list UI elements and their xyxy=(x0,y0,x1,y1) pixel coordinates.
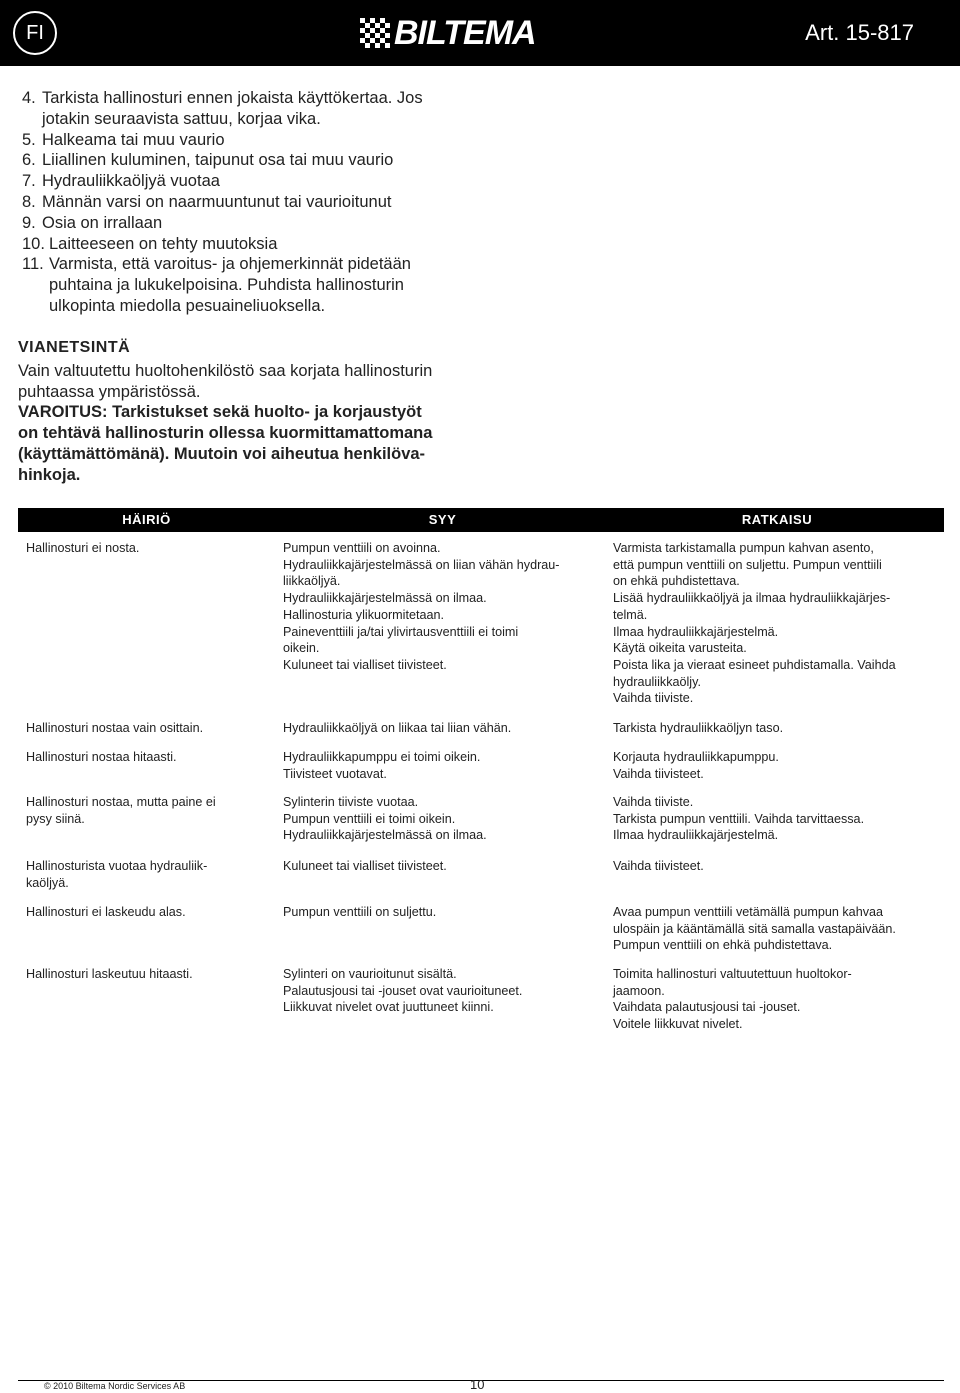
solution-cell-line: että pumpun venttiili on suljettu. Pumpun venttiili xyxy=(613,557,882,572)
cause-cell-line: Sylinterin tiiviste vuotaa. xyxy=(283,795,419,809)
table-row xyxy=(18,540,944,707)
list-text-line: Halkeama tai muu vaurio xyxy=(42,130,225,149)
cause-cell-line: Hallinosturia ylikuormitetaan. xyxy=(283,607,444,622)
cause-cell-line: Palautusjousi tai -jouset ovat vaurioituneet. xyxy=(283,983,523,998)
fault-cell xyxy=(18,858,275,891)
column-header-fault: HÄIRIÖ xyxy=(122,511,171,527)
solution-cell-line: Poista lika ja vieraat esineet puhdistamalla. Vaihda xyxy=(613,657,896,672)
cause-cell xyxy=(275,904,605,954)
cause-cell xyxy=(275,749,605,782)
fault-cell-line: pysy siinä. xyxy=(26,811,85,826)
list-text-line: jotakin seuraavista sattuu, korjaa vika. xyxy=(42,109,321,128)
list-number: 9. xyxy=(22,213,36,232)
list-text-line: Tarkista hallinosturi ennen jokaista käyttökertaa. Jos xyxy=(42,89,423,107)
list-text-line: Männän varsi on naarmuuntunut tai vaurioitunut xyxy=(42,192,392,211)
list-text-line: Varmista, että varoitus- ja ohjemerkinnät pidetään xyxy=(49,255,411,274)
list-number: 6. xyxy=(22,151,36,170)
table-row xyxy=(18,966,944,1033)
cause-cell xyxy=(275,540,605,707)
solution-cell xyxy=(605,904,944,954)
intro-line: Vain valtuutettu huoltohenkilöstö saa korjata hallinosturin xyxy=(18,361,433,380)
section-heading: VIANETSINTÄ xyxy=(18,339,131,356)
solution-cell-line: Tarkista hydrauliikkaöljyn taso. xyxy=(613,721,784,735)
list-item xyxy=(22,213,482,234)
list-text xyxy=(49,254,482,316)
solution-cell xyxy=(605,794,944,844)
table-row xyxy=(18,720,944,737)
list-text xyxy=(42,213,482,234)
solution-cell-line: ulospäin ja kääntämällä sitä samalla vastapäivään. xyxy=(613,921,896,936)
cause-cell-line: Liikkuvat nivelet ovat juuttuneet kiinni. xyxy=(283,1000,494,1015)
troubleshooting-table xyxy=(18,508,944,1032)
list-text-line: puhtaina ja lukukelpoisina. Puhdista hallinosturin xyxy=(49,276,404,295)
fault-cell-line: Hallinosturi ei laskeudu alas. xyxy=(26,905,186,919)
solution-cell xyxy=(605,540,944,707)
solution-cell-line: Korjauta hydrauliikkapumppu. xyxy=(613,750,779,764)
list-text xyxy=(49,234,482,255)
table-row xyxy=(18,749,944,782)
list-item xyxy=(22,234,482,255)
fault-cell xyxy=(18,966,275,1033)
cause-cell-line: Tiivisteet vuotavat. xyxy=(283,766,387,781)
solution-cell-line: on ehkä puhdistettava. xyxy=(613,574,740,589)
list-text xyxy=(42,130,482,151)
solution-cell-line: jaamoon. xyxy=(613,983,665,998)
warning-text xyxy=(18,402,478,485)
page-number: 10 xyxy=(470,1377,485,1392)
brand-logo xyxy=(360,14,536,52)
list-text-line: Liiallinen kuluminen, taipunut osa tai muu vaurio xyxy=(42,151,394,170)
column-header-cause: SYY xyxy=(428,511,457,527)
fault-cell-line: kaöljyä. xyxy=(26,875,69,890)
cause-cell xyxy=(275,858,605,891)
list-number: 8. xyxy=(22,192,36,211)
solution-cell-line: Ilmaa hydrauliikkajärjestelmä. xyxy=(613,624,779,639)
cause-cell-line: Kuluneet tai vialliset tiivisteet. xyxy=(283,657,447,672)
cause-cell-line: Pumpun venttiili on avoinna. xyxy=(283,541,441,555)
fault-cell xyxy=(18,749,275,782)
article-number: Art. 15-817 xyxy=(805,20,914,45)
cause-cell-line: Pumpun venttiili ei toimi oikein. xyxy=(283,811,456,826)
list-text-line: Hydrauliikkaöljyä vuotaa xyxy=(42,172,220,191)
list-number: 5. xyxy=(22,130,36,149)
solution-cell xyxy=(605,966,944,1033)
fault-cell-line: Hallinosturi laskeutuu hitaasti. xyxy=(26,967,193,981)
cause-cell-line: Kuluneet tai vialliset tiivisteet. xyxy=(283,859,447,873)
table-row xyxy=(18,904,944,954)
cause-cell-line: Sylinteri on vaurioitunut sisältä. xyxy=(283,967,457,981)
list-text xyxy=(42,171,482,192)
table-row xyxy=(18,794,944,844)
list-text-line: Osia on irrallaan xyxy=(42,213,163,232)
cause-cell xyxy=(275,794,605,844)
intro-line: puhtaassa ympäristössä. xyxy=(18,382,201,401)
fault-cell xyxy=(18,720,275,737)
fault-cell-line: Hallinosturi nostaa vain osittain. xyxy=(26,721,204,735)
fault-cell-line: Hallinosturi ei nosta. xyxy=(26,541,140,555)
list-number: 7. xyxy=(22,172,36,191)
solution-cell-line: Tarkista pumpun venttiili. Vaihda tarvittaessa. xyxy=(613,811,865,826)
list-text-line: ulkopinta miedolla pesuaineliuoksella. xyxy=(49,296,326,315)
solution-cell-line: Vaihda tiiviste. xyxy=(613,691,694,706)
section-intro xyxy=(18,361,478,403)
list-text xyxy=(42,88,482,130)
fault-cell-line: Hallinosturi nostaa hitaasti. xyxy=(26,750,177,764)
list-item xyxy=(22,254,482,316)
fault-cell xyxy=(18,540,275,707)
solution-cell-line: Käytä oikeita varusteita. xyxy=(613,641,747,656)
cause-cell-line: Hydrauliikkajärjestelmässä on ilmaa. xyxy=(283,591,487,606)
list-number: 11. xyxy=(22,255,44,274)
page-header xyxy=(0,0,960,66)
brand-name: BILTEMA xyxy=(394,14,536,52)
fault-cell xyxy=(18,904,275,954)
cause-cell-line: liikkaöljyä. xyxy=(283,574,341,589)
solution-cell-line: Vaihdata palautusjousi tai -jouset. xyxy=(613,1000,801,1015)
warning-line: VAROITUS: Tarkistukset sekä huolto- ja korjaustyöt xyxy=(18,403,422,422)
cause-cell-line: Paineventtiili ja/tai ylivirtausventtiili ei toimi xyxy=(283,624,519,639)
cause-cell xyxy=(275,720,605,737)
solution-cell xyxy=(605,858,944,891)
solution-cell-line: Lisää hydrauliikkaöljyä ja ilmaa hydrauliikkajärjes- xyxy=(613,591,891,606)
solution-cell-line: hydrauliikkaöljy. xyxy=(613,674,701,689)
cause-cell-line: Hydrauliikkapumppu ei toimi oikein. xyxy=(283,750,481,764)
table-header xyxy=(18,508,944,532)
list-number: 4. xyxy=(22,89,36,107)
cause-cell xyxy=(275,966,605,1033)
list-item xyxy=(22,150,482,171)
list-text xyxy=(42,150,482,171)
solution-cell-line: Vaihda tiiviste. xyxy=(613,795,694,809)
table-row xyxy=(18,858,944,891)
solution-cell-line: Voitele liikkuvat nivelet. xyxy=(613,1017,743,1032)
solution-cell-line: telmä. xyxy=(613,607,648,622)
warning-line: on tehtävä hallinosturin ollessa kuormittamattomana xyxy=(18,424,433,443)
solution-cell-line: Ilmaa hydrauliikkajärjestelmä. xyxy=(613,828,779,843)
inspection-list xyxy=(22,88,482,317)
solution-cell xyxy=(605,749,944,782)
troubleshooting-section xyxy=(18,338,478,486)
cause-cell-line: Pumpun venttiili on suljettu. xyxy=(283,905,437,919)
cause-cell-line: Hydrauliikkajärjestelmässä on ilmaa. xyxy=(283,828,487,843)
solution-cell-line: Vaihda tiivisteet. xyxy=(613,859,704,873)
language-badge: FI xyxy=(13,11,57,55)
warning-line: (käyttämättömänä). Muutoin voi aiheutua henkilöva- xyxy=(18,444,426,463)
cause-cell-line: oikein. xyxy=(283,641,320,656)
list-item xyxy=(22,130,482,151)
solution-cell xyxy=(605,720,944,737)
list-item xyxy=(22,192,482,213)
solution-cell-line: Pumpun venttiili on ehkä puhdistettava. xyxy=(613,938,833,953)
checkered-flag-icon xyxy=(360,18,390,48)
column-header-solution: RATKAISU xyxy=(741,511,813,527)
cause-cell-line: Hydrauliikkajärjestelmässä on liian vähän hydrau- xyxy=(283,557,560,572)
warning-line: hinkoja. xyxy=(18,465,81,484)
fault-cell-line: Hallinosturista vuotaa hydrauliik- xyxy=(26,859,208,873)
list-text-line: Laitteeseen on tehty muutoksia xyxy=(49,234,278,253)
cause-cell-line: Hydrauliikkaöljyä on liikaa tai liian vähän. xyxy=(283,721,512,735)
fault-cell xyxy=(18,794,275,844)
copyright: © 2010 Biltema Nordic Services AB xyxy=(44,1381,186,1391)
list-item xyxy=(22,88,482,130)
solution-cell-line: Avaa pumpun venttiili vetämällä pumpun kahvaa xyxy=(613,905,883,919)
list-item xyxy=(22,171,482,192)
list-text xyxy=(42,192,482,213)
solution-cell-line: Varmista tarkistamalla pumpun kahvan asento, xyxy=(613,541,874,555)
fault-cell-line: Hallinosturi nostaa, mutta paine ei xyxy=(26,795,216,809)
solution-cell-line: Toimita hallinosturi valtuutettuun huoltokor- xyxy=(613,967,852,981)
solution-cell-line: Vaihda tiivisteet. xyxy=(613,766,704,781)
list-number: 10. xyxy=(22,234,45,253)
